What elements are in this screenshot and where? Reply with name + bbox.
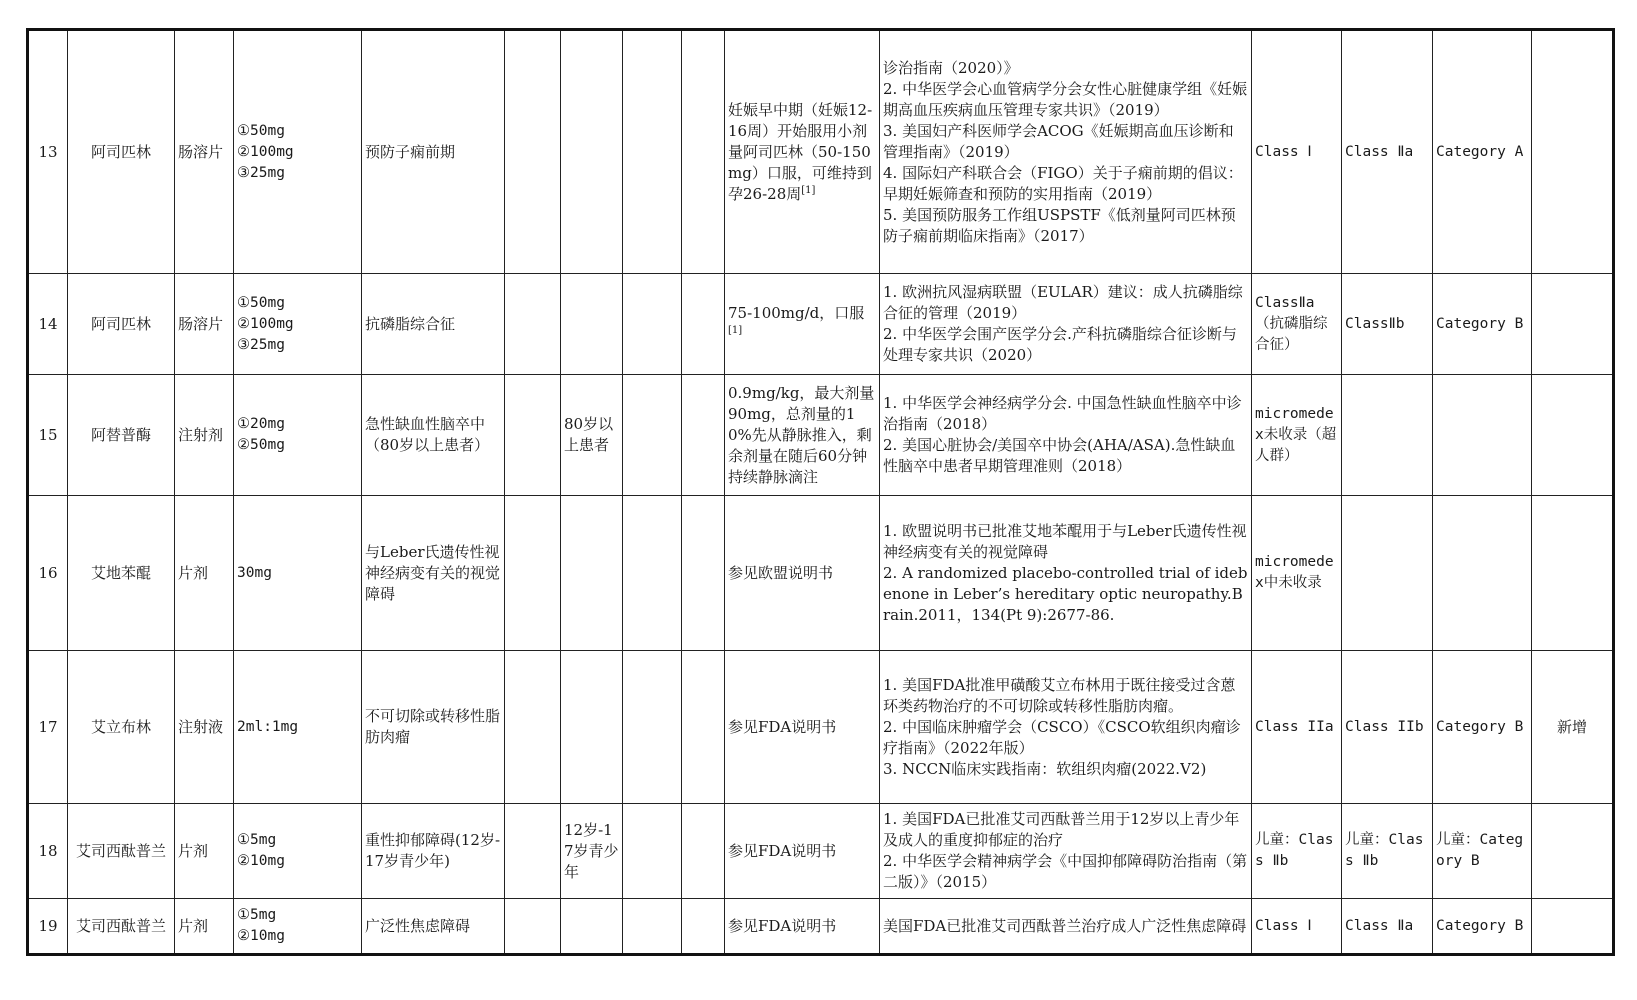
evidence-item: 诊治指南（2020）》 bbox=[883, 58, 1019, 77]
indication-text: 广泛性焦虑障碍 bbox=[365, 916, 471, 935]
dosage-form-text: 片剂 bbox=[178, 916, 209, 935]
recommendation-grade bbox=[1342, 375, 1433, 496]
table-row bbox=[28, 651, 1614, 804]
evidence-item: 2. A randomized placebo-controlled trial of idebenone in Leber’s hereditary optic neuropathy.Brain.2011，134(Pt 9):2677-86. bbox=[883, 563, 1248, 624]
dosage-text: 参见FDA说明书 bbox=[728, 717, 837, 736]
dosage-form bbox=[175, 274, 234, 375]
efficacy-grade bbox=[1252, 375, 1342, 496]
dosage-usage bbox=[725, 274, 880, 375]
blank-cell bbox=[505, 804, 561, 899]
evidence-item: 2. 中国临床肿瘤学会（CSCO）《CSCO软组织肉瘤诊疗指南》（2022年版） bbox=[883, 717, 1241, 757]
evidence-sources bbox=[880, 899, 1252, 955]
recommendation-grade-text: Class Ⅱa bbox=[1345, 917, 1414, 934]
evidence-item: 1. 中华医学会神经病学分会. 中国急性缺血性脑卒中诊治指南（2018） bbox=[883, 394, 1242, 433]
blank-cell bbox=[623, 804, 682, 899]
recommendation-grade-text: Class IIb bbox=[1345, 718, 1424, 735]
drug-name bbox=[68, 274, 175, 375]
drug-name-text: 阿司匹林 bbox=[90, 142, 151, 161]
evidence-level-text: Category B bbox=[1436, 718, 1524, 735]
drug-name bbox=[68, 804, 175, 899]
evidence-item: 3. NCCN临床实践指南：软组织肉瘤(2022.V2) bbox=[883, 759, 1207, 778]
evidence-sources bbox=[880, 651, 1252, 804]
blank-cell bbox=[505, 496, 561, 651]
dosage-reference-mark: [1] bbox=[728, 325, 743, 336]
evidence-level bbox=[1433, 651, 1532, 804]
table-row bbox=[28, 30, 1614, 274]
evidence-sources bbox=[880, 804, 1252, 899]
specification bbox=[234, 496, 362, 651]
row-number bbox=[28, 30, 68, 274]
blank-cell bbox=[623, 375, 682, 496]
note-text: 新增 bbox=[1556, 717, 1587, 736]
recommendation-grade bbox=[1342, 496, 1433, 651]
population bbox=[561, 804, 623, 899]
dosage-text: 0.9mg/kg，最大剂量90mg，总剂量的10%先从静脉推入，剩余剂量在随后60分钟持续静脉滴注 bbox=[728, 383, 875, 486]
specification bbox=[234, 899, 362, 955]
dosage-usage bbox=[725, 899, 880, 955]
blank-cell bbox=[623, 30, 682, 274]
efficacy-grade bbox=[1252, 274, 1342, 375]
drug-name-text: 艾司西酞普兰 bbox=[75, 916, 166, 935]
specification bbox=[234, 274, 362, 375]
indication-text: 急性缺血性脑卒中（80岁以上患者） bbox=[365, 415, 490, 454]
evidence-item: 3. 美国妇产科医师学会ACOG《妊娠期高血压诊断和管理指南》（2019） bbox=[883, 121, 1234, 161]
efficacy-grade bbox=[1252, 30, 1342, 274]
row-number bbox=[28, 496, 68, 651]
blank-cell bbox=[682, 496, 725, 651]
evidence-level bbox=[1433, 899, 1532, 955]
note bbox=[1532, 30, 1614, 274]
evidence-level bbox=[1433, 274, 1532, 375]
efficacy-grade bbox=[1252, 899, 1342, 955]
drug-name-text: 艾司西酞普兰 bbox=[75, 841, 166, 860]
blank-cell bbox=[623, 496, 682, 651]
dosage-form bbox=[175, 30, 234, 274]
indication bbox=[362, 375, 505, 496]
row-number bbox=[28, 899, 68, 955]
indication bbox=[362, 899, 505, 955]
indication bbox=[362, 30, 505, 274]
recommendation-grade-text: Class Ⅱa bbox=[1345, 143, 1414, 160]
blank-cell bbox=[623, 651, 682, 804]
evidence-level bbox=[1433, 496, 1532, 651]
dosage-form-text: 注射剂 bbox=[178, 425, 224, 444]
population bbox=[561, 496, 623, 651]
dosage-text: 参见FDA说明书 bbox=[728, 841, 837, 860]
drug-name-text: 阿替普酶 bbox=[90, 425, 151, 444]
blank-cell bbox=[623, 899, 682, 955]
spec-item: ①50mg bbox=[237, 122, 285, 139]
note bbox=[1532, 899, 1614, 955]
dosage-reference-mark: [1] bbox=[801, 184, 816, 196]
spec-item: ②10mg bbox=[237, 853, 285, 869]
evidence-level-text: Category B bbox=[1436, 315, 1524, 332]
indication-text: 抗磷脂综合征 bbox=[365, 314, 456, 333]
spec-item: ②100mg bbox=[237, 143, 294, 160]
spec-item: 30mg bbox=[237, 564, 272, 581]
note bbox=[1532, 274, 1614, 375]
dosage-usage bbox=[725, 30, 880, 274]
drug-name-text: 阿司匹林 bbox=[90, 314, 151, 333]
row-number-text: 13 bbox=[38, 142, 58, 161]
dosage-form bbox=[175, 651, 234, 804]
specification bbox=[234, 30, 362, 274]
dosage-form-text: 片剂 bbox=[178, 841, 209, 860]
efficacy-grade-text: micromedex未收录（超人群） bbox=[1255, 405, 1337, 464]
dosage-text: 75-100mg/d，口服 bbox=[728, 304, 865, 322]
dosage-form bbox=[175, 899, 234, 955]
indication bbox=[362, 651, 505, 804]
recommendation-grade bbox=[1342, 274, 1433, 375]
evidence-level bbox=[1433, 375, 1532, 496]
drug-name-text: 艾地苯醌 bbox=[90, 563, 151, 582]
blank-cell bbox=[682, 651, 725, 804]
table-row bbox=[28, 804, 1614, 899]
population bbox=[561, 651, 623, 804]
blank-cell bbox=[682, 375, 725, 496]
indication-text: 重性抑郁障碍(12岁-17岁青少年) bbox=[365, 831, 501, 870]
efficacy-grade-text: micromedex中未收录 bbox=[1255, 554, 1334, 591]
evidence-item: 1. 美国FDA已批准艾司西酞普兰用于12岁以上青少年及成人的重度抑郁症的治疗 bbox=[883, 810, 1240, 849]
blank-cell bbox=[682, 899, 725, 955]
evidence-item: 2. 中华医学会围产医学分会.产科抗磷脂综合征诊断与处理专家共识（2020） bbox=[883, 325, 1237, 364]
efficacy-grade-text: Class Ⅰ bbox=[1255, 143, 1312, 160]
efficacy-grade bbox=[1252, 804, 1342, 899]
dosage-form bbox=[175, 375, 234, 496]
evidence-item: 美国FDA已批准艾司西酞普兰治疗成人广泛性焦虑障碍 bbox=[883, 916, 1247, 935]
blank-cell bbox=[505, 651, 561, 804]
dosage-usage bbox=[725, 651, 880, 804]
recommendation-grade-text: 儿童：Class Ⅱb bbox=[1345, 832, 1424, 869]
evidence-sources bbox=[880, 274, 1252, 375]
efficacy-grade bbox=[1252, 651, 1342, 804]
efficacy-grade-text: Class IIa bbox=[1255, 718, 1334, 735]
drug-name-text: 艾立布林 bbox=[90, 717, 151, 736]
table-row bbox=[28, 274, 1614, 375]
efficacy-grade-text: 儿童：Class Ⅱb bbox=[1255, 832, 1334, 869]
evidence-level-text: 儿童：Category B bbox=[1436, 832, 1524, 869]
evidence-item: 1. 欧洲抗风湿病联盟（EULAR）建议：成人抗磷脂综合征的管理（2019） bbox=[883, 283, 1243, 322]
note bbox=[1532, 651, 1614, 804]
population bbox=[561, 274, 623, 375]
blank-cell bbox=[505, 899, 561, 955]
blank-cell bbox=[505, 274, 561, 375]
row-number-text: 16 bbox=[38, 563, 58, 582]
drug-name bbox=[68, 496, 175, 651]
row-number bbox=[28, 375, 68, 496]
blank-cell bbox=[682, 274, 725, 375]
evidence-item: 1. 美国FDA批准甲磺酸艾立布林用于既往接受过含蒽环类药物治疗的不可切除或转移性脂肪肉瘤。 bbox=[883, 675, 1236, 715]
spec-item: ①20mg bbox=[237, 416, 285, 432]
row-number-text: 15 bbox=[38, 425, 58, 444]
spec-item: 2ml:1mg bbox=[237, 718, 299, 735]
recommendation-grade-text: ClassⅡb bbox=[1345, 315, 1405, 332]
spec-item: ③25mg bbox=[237, 164, 285, 181]
dosage-form-text: 肠溶片 bbox=[178, 142, 224, 161]
population bbox=[561, 30, 623, 274]
drug-name bbox=[68, 375, 175, 496]
row-number bbox=[28, 651, 68, 804]
blank-cell bbox=[682, 30, 725, 274]
spec-item: ②10mg bbox=[237, 928, 285, 944]
specification bbox=[234, 804, 362, 899]
drug-name bbox=[68, 899, 175, 955]
dosage-form-text: 片剂 bbox=[178, 563, 209, 582]
indication bbox=[362, 274, 505, 375]
row-number-text: 14 bbox=[38, 314, 58, 333]
evidence-item: 2. 美国心脏协会/美国卒中协会(AHA/ASA).急性缺血性脑卒中患者早期管理准则（2018） bbox=[883, 436, 1236, 475]
specification bbox=[234, 651, 362, 804]
recommendation-grade bbox=[1342, 899, 1433, 955]
evidence-level bbox=[1433, 804, 1532, 899]
population bbox=[561, 375, 623, 496]
spec-item: ②100mg bbox=[237, 315, 294, 332]
blank-cell bbox=[505, 30, 561, 274]
drug-indication-table bbox=[26, 28, 1615, 956]
evidence-sources bbox=[880, 30, 1252, 274]
indication-text: 与Leber氏遗传性视神经病变有关的视觉障碍 bbox=[365, 542, 501, 603]
evidence-item: 5. 美国预防服务工作组USPSTF《低剂量阿司匹林预防子痫前期临床指南》（2017） bbox=[883, 205, 1236, 245]
dosage-form bbox=[175, 496, 234, 651]
dosage-usage bbox=[725, 375, 880, 496]
spec-item: ①50mg bbox=[237, 294, 285, 311]
dosage-usage bbox=[725, 496, 880, 651]
row-number bbox=[28, 804, 68, 899]
evidence-sources bbox=[880, 496, 1252, 651]
dosage-form bbox=[175, 804, 234, 899]
population-text: 12岁-17岁青少年 bbox=[564, 820, 619, 881]
evidence-item: 2. 中华医学会精神病学会《中国抑郁障碍防治指南（第二版）》（2015） bbox=[883, 852, 1248, 891]
drug-name bbox=[68, 30, 175, 274]
indication bbox=[362, 804, 505, 899]
table-row bbox=[28, 375, 1614, 496]
efficacy-grade-text: ClassⅡa（抗磷脂综合征） bbox=[1255, 294, 1328, 353]
table-row bbox=[28, 899, 1614, 955]
row-number bbox=[28, 274, 68, 375]
note bbox=[1532, 375, 1614, 496]
table-row bbox=[28, 496, 1614, 651]
note bbox=[1532, 804, 1614, 899]
drug-name bbox=[68, 651, 175, 804]
spec-item: ①5mg bbox=[237, 907, 277, 923]
efficacy-grade-text: Class Ⅰ bbox=[1255, 917, 1312, 934]
specification bbox=[234, 375, 362, 496]
blank-cell bbox=[623, 274, 682, 375]
population-text: 80岁以上患者 bbox=[564, 415, 614, 454]
dosage-text: 参见欧盟说明书 bbox=[728, 563, 834, 582]
efficacy-grade bbox=[1252, 496, 1342, 651]
spec-item: ③25mg bbox=[237, 336, 285, 353]
dosage-form-text: 注射液 bbox=[178, 717, 224, 736]
indication-text: 不可切除或转移性脂肪肉瘤 bbox=[365, 707, 501, 746]
evidence-level-text: Category A bbox=[1436, 143, 1524, 160]
evidence-item: 2. 中华医学会心血管病学分会女性心脏健康学组《妊娠期高血压疾病血压管理专家共识》（2019） bbox=[883, 79, 1248, 119]
row-number-text: 18 bbox=[38, 841, 58, 860]
recommendation-grade bbox=[1342, 804, 1433, 899]
dosage-text: 妊娠早中期（妊娠12-16周）开始服用小剂量阿司匹林（50-150mg）口服，可维持到孕26-28周 bbox=[728, 100, 873, 203]
population bbox=[561, 899, 623, 955]
dosage-form-text: 肠溶片 bbox=[178, 314, 224, 333]
indication-text: 预防子痫前期 bbox=[365, 142, 456, 161]
dosage-text: 参见FDA说明书 bbox=[728, 916, 837, 935]
blank-cell bbox=[505, 375, 561, 496]
recommendation-grade bbox=[1342, 30, 1433, 274]
spec-item: ②50mg bbox=[237, 437, 285, 453]
row-number-text: 19 bbox=[38, 916, 58, 935]
evidence-sources bbox=[880, 375, 1252, 496]
row-number-text: 17 bbox=[38, 717, 58, 736]
indication bbox=[362, 496, 505, 651]
note bbox=[1532, 496, 1614, 651]
recommendation-grade bbox=[1342, 651, 1433, 804]
spec-item: ①5mg bbox=[237, 832, 277, 848]
evidence-level-text: Category B bbox=[1436, 917, 1524, 934]
evidence-item: 1. 欧盟说明书已批准艾地苯醌用于与Leber氏遗传性视神经病变有关的视觉障碍 bbox=[883, 521, 1247, 561]
evidence-level bbox=[1433, 30, 1532, 274]
evidence-item: 4. 国际妇产科联合会（FIGO）关于子痫前期的倡议：早期妊娠筛查和预防的实用指南（2019） bbox=[883, 163, 1243, 203]
dosage-usage bbox=[725, 804, 880, 899]
blank-cell bbox=[682, 804, 725, 899]
